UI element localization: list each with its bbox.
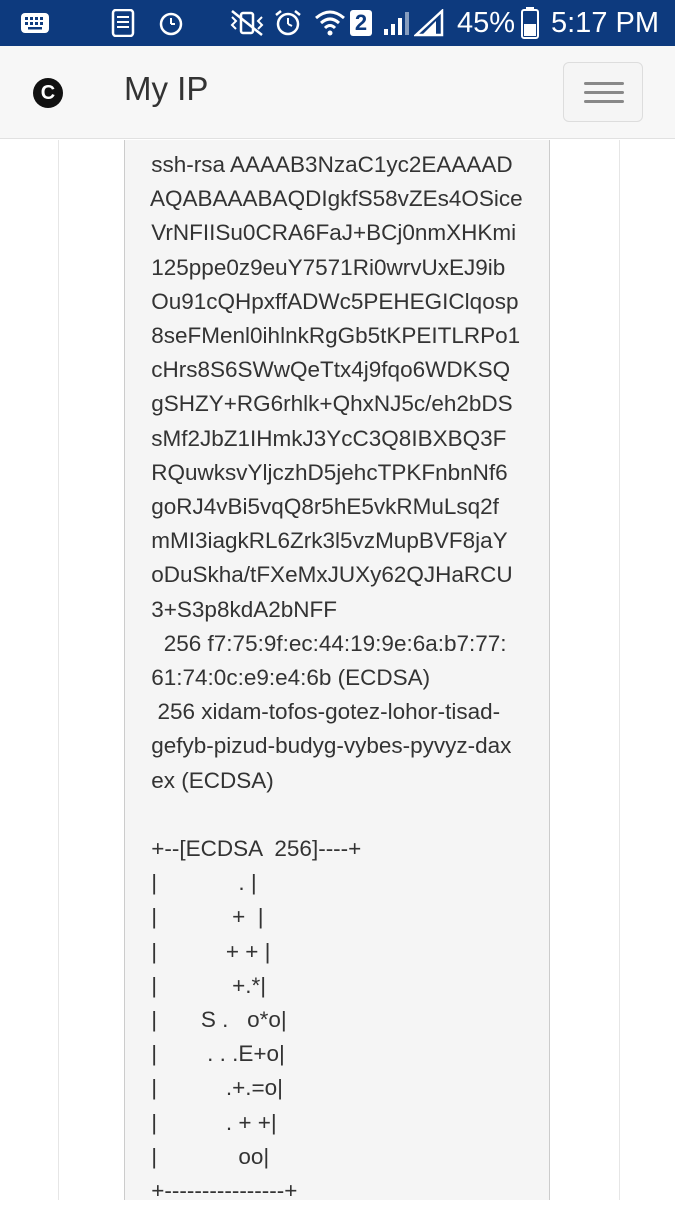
battery-icon	[521, 0, 539, 46]
keyboard-icon	[20, 0, 50, 46]
key-output-line: oDuSkha/tFXeMxJUXy62QJHaRCU	[145, 562, 513, 588]
key-output-line: cHrs8S6SWwQeTtx4j9fqo6WDKSQ	[145, 357, 511, 383]
wifi-icon	[313, 0, 347, 46]
key-output-text	[145, 148, 545, 1208]
key-output-line: 256 f7:75:9f:ec:44:19:9e:6a:b7:77:	[145, 630, 507, 656]
key-output-line: mMI3iagkRL6Zrk3l5vzMupBVF8jaY	[145, 528, 508, 554]
key-output-line: | . . .E+o|	[145, 1041, 285, 1067]
key-output-line: +----------------+	[145, 1178, 298, 1204]
key-output-line: 125ppe0z9euY7571Ri0wrvUxEJ9ib	[145, 254, 506, 280]
key-output-line: Ou91cQHpxffADWc5PEHEGIClqosp	[145, 288, 519, 314]
key-output-line	[145, 798, 545, 832]
notes-icon	[111, 0, 135, 46]
app-bar	[0, 46, 675, 139]
key-output-line: AQABAAABAQDIgkfS58vZEs4OSice	[145, 186, 523, 212]
key-output-line: | oo|	[145, 1143, 270, 1169]
alarm-icon	[273, 0, 303, 46]
key-output-line: | S . o*o|	[145, 1007, 287, 1033]
key-output-line: | +.*|	[145, 972, 267, 998]
signal-icon	[414, 0, 444, 46]
key-output-line: | + |	[145, 904, 264, 930]
signal-icon	[382, 0, 412, 46]
key-output-line: sMf2JbZ1IHmkJ3YcC3Q8IBXBQ3F	[145, 425, 507, 451]
key-output-line: ex (ECDSA)	[145, 767, 274, 793]
alarm-clock-icon	[157, 0, 185, 46]
key-output-line: ssh-rsa AAAAB3NzaC1yc2EAAAAD	[145, 152, 513, 177]
key-output-line: | .+.=o|	[145, 1075, 283, 1101]
key-output-line: VrNFIISu0CRA6FaJ+BCj0nmXHKmi	[145, 220, 517, 246]
app-logo[interactable]: C	[33, 78, 63, 108]
key-output-line: +--[ECDSA 256]----+	[145, 836, 362, 862]
key-output-line: goRJ4vBi5vqQ8r5hE5vkRMuLsq2f	[145, 494, 499, 520]
vibrate-mute-icon	[229, 0, 265, 46]
battery-percent: 45%	[457, 6, 516, 39]
key-output-line: | . |	[145, 870, 257, 896]
menu-button[interactable]	[563, 62, 643, 122]
key-output-line: gefyb-pizud-budyg-vybes-pyvyz-dax	[145, 733, 512, 759]
sim-slot-label: 2	[350, 10, 372, 36]
sim2-icon	[350, 0, 372, 46]
page-title[interactable]: My IP	[124, 70, 209, 107]
key-output-line: 61:74:0c:e9:e4:6b (ECDSA)	[145, 665, 431, 691]
key-output-line: | . + +|	[145, 1109, 277, 1135]
key-output-line: RQuwksvYljczhD5jehcTPKFnbnNf6	[145, 459, 508, 485]
key-output-line: 8seFMenl0ihlnkRgGb5tKPEITLRPo1	[145, 323, 521, 349]
key-output-line: 256 xidam-tofos-gotez-lohor-tisad-	[145, 699, 501, 725]
key-output-line: | + + |	[145, 938, 271, 964]
clock-time: 5:17 PM	[551, 6, 659, 39]
key-output-line: gSHZY+RG6rhlk+QhxNJ5c/eh2bDS	[145, 391, 513, 417]
key-output-line: 3+S3p8kdA2bNFF	[145, 596, 337, 622]
status-bar	[0, 0, 675, 46]
